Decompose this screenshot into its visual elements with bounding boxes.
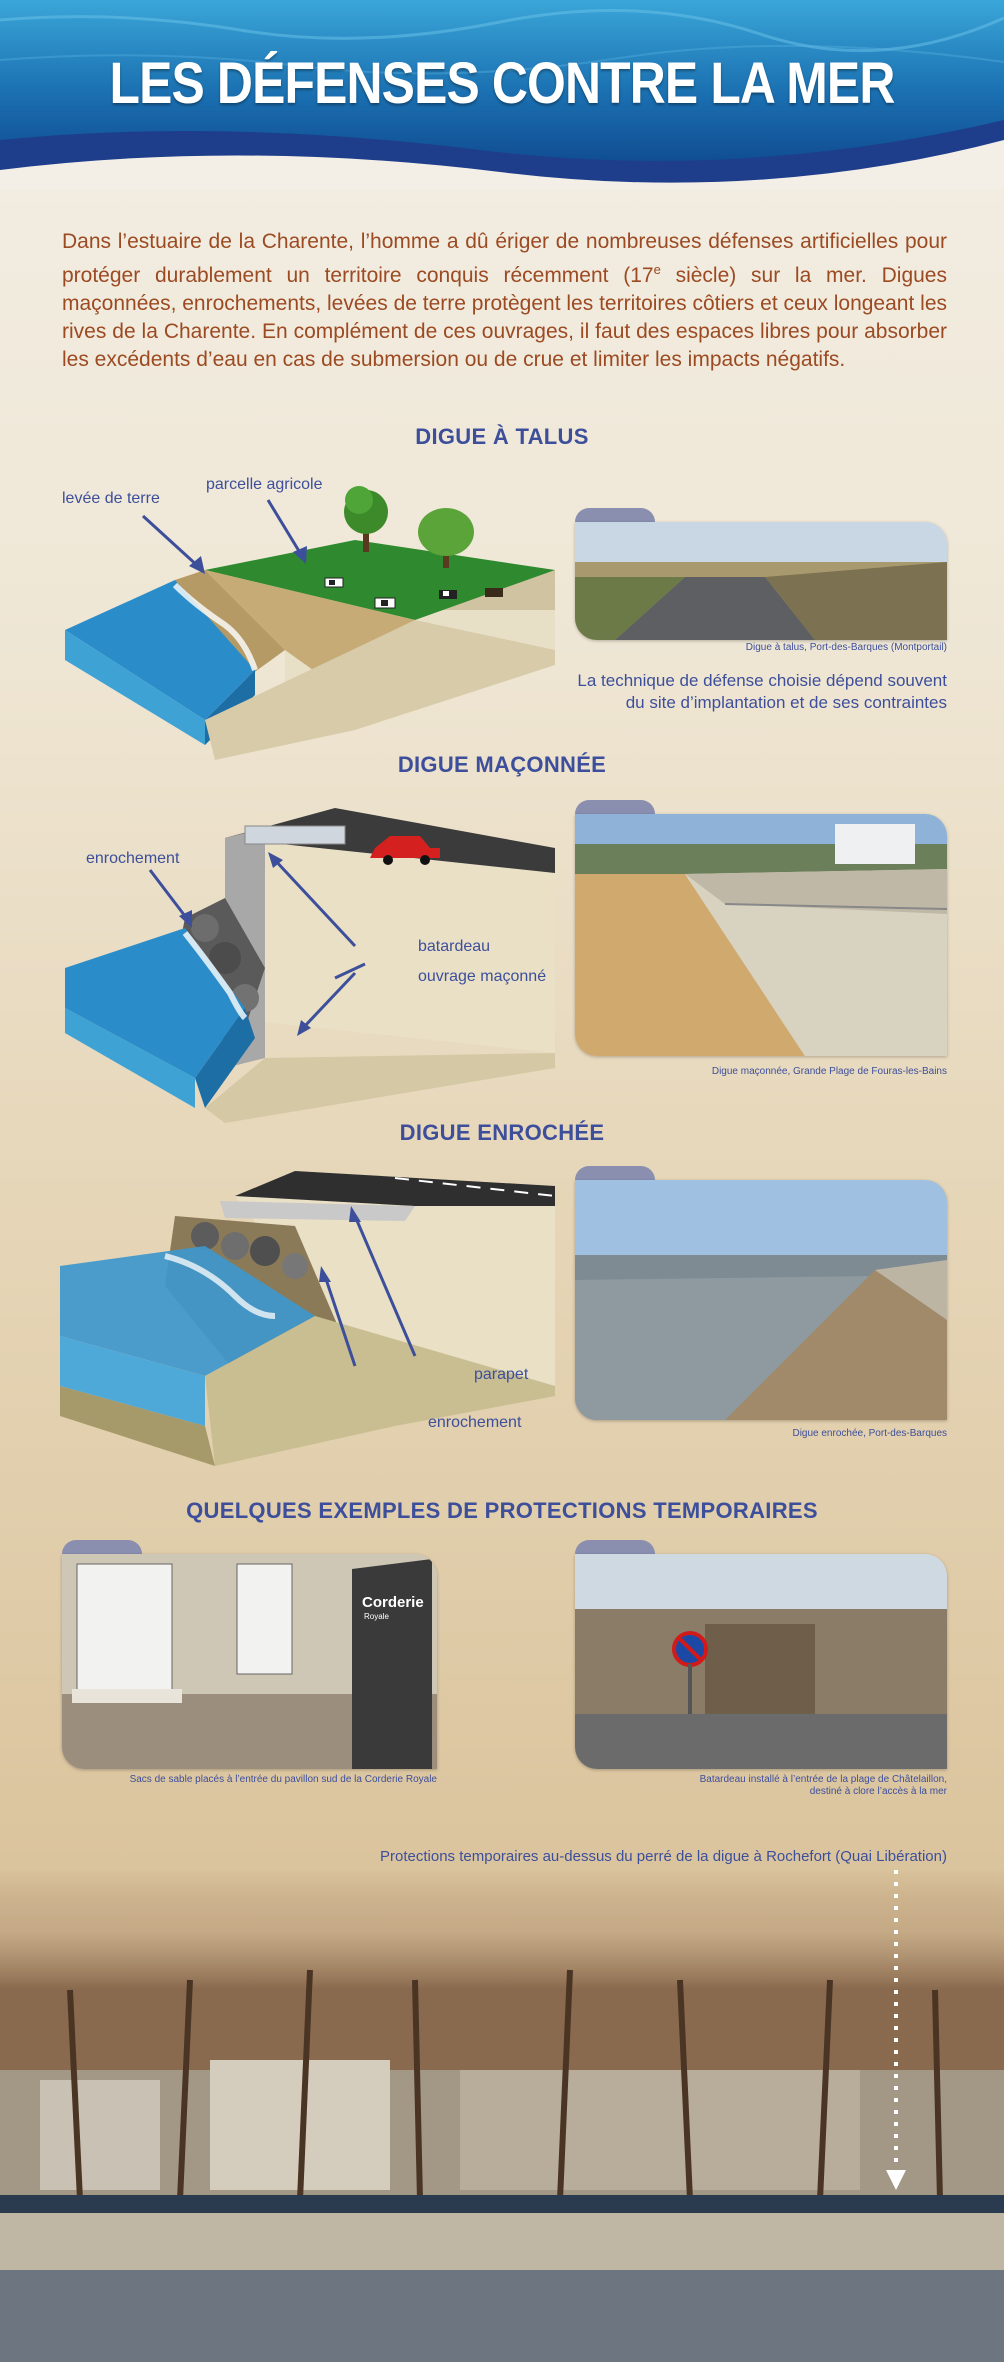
photo-batardeau-frame xyxy=(575,1540,947,1769)
diagram-digue-talus xyxy=(55,470,575,760)
label-enrochement-maconnee: enrochement xyxy=(86,850,180,867)
intro-superscript: e xyxy=(653,262,661,277)
caption-quai-liberation: Protections temporaires au-dessus du perré de la digue à Rochefort (Quai Libération) xyxy=(380,1848,947,1865)
photo-digue-talus xyxy=(575,522,947,640)
caption-batardeau-1: Batardeau installé à l’entrée de la plage de Châtelaillon, xyxy=(699,1774,947,1785)
caption-batardeau-2: destiné à clore l’accès à la mer xyxy=(809,1786,947,1797)
caption-enrochee-photo: Digue enrochée, Port-des-Barques xyxy=(792,1428,947,1439)
caption-talus-photo: Digue à talus, Port-des-Barques (Montportail) xyxy=(745,642,947,653)
label-levee-de-terre: levée de terre xyxy=(62,490,160,507)
photo-corderie-frame xyxy=(62,1540,437,1769)
caption-sacs-sable: Sacs de sable placés à l’entrée du pavillon sud de la Corderie Royale xyxy=(129,1774,437,1785)
photo-tab xyxy=(575,508,655,522)
heading-protections-temporaires: QUELQUES EXEMPLES DE PROTECTIONS TEMPORAIRES xyxy=(186,1498,818,1523)
photo-tab xyxy=(62,1540,142,1554)
photo-maconnee-frame xyxy=(575,800,947,1056)
heading-digue-maconnee: DIGUE MAÇONNÉE xyxy=(397,752,607,777)
photo-batardeau-chatelaillon xyxy=(575,1554,947,1769)
photo-tab xyxy=(575,800,655,814)
heading-digue-enrochee: DIGUE ENROCHÉE xyxy=(399,1120,605,1145)
photo-talus-frame xyxy=(575,508,947,640)
caption-maconnee-photo: Digue maçonnée, Grande Plage de Fouras-les-Bains xyxy=(711,1066,947,1077)
label-enrochement-enrochee: enrochement xyxy=(428,1414,522,1431)
heading-digue-talus: DIGUE À TALUS xyxy=(415,424,589,449)
header-banner xyxy=(0,0,1004,190)
sign-corderie-sub: Royale xyxy=(364,1612,389,1621)
photo-sacs-de-sable xyxy=(62,1554,437,1769)
label-parapet: parapet xyxy=(474,1366,529,1383)
page-title: LES DÉFENSES CONTRE LA MER xyxy=(109,51,895,116)
photo-tab xyxy=(575,1540,655,1554)
photo-enrochee-frame xyxy=(575,1166,947,1420)
photo-digue-maconnee xyxy=(575,814,947,1056)
label-ouvrage-maconne: ouvrage maçonné xyxy=(418,968,547,985)
photo-quai-liberation xyxy=(0,1870,1004,2362)
photo-tab xyxy=(575,1166,655,1180)
intro-paragraph xyxy=(62,228,947,374)
label-parcelle-agricole: parcelle agricole xyxy=(206,476,323,493)
label-batardeau: batardeau xyxy=(418,938,491,955)
sign-corderie-title: Corderie xyxy=(362,1594,424,1611)
intro-text-2: siècle) sur la mer. Digues maçonnées, enrochements, levées de terre protègent les territoires côtiers et ceux longeant les rives de la Charente. En complément de ces ouvrages, il faut des espaces libres pour absorber les excédents d’eau en cas de submersion ou de crue et limiter les impacts négatifs. xyxy=(62,264,947,371)
photo-digue-enrochee xyxy=(575,1180,947,1420)
intro-text-1: Dans l’estuaire de la Charente, l’homme a dû ériger de nombreuses défenses artificielles pour protéger durablement un territoire conquis récemment (17 xyxy=(62,230,947,287)
note-technique: La technique de défense choisie dépend souvent du site d’implantation et de ses contraintes xyxy=(577,671,947,712)
